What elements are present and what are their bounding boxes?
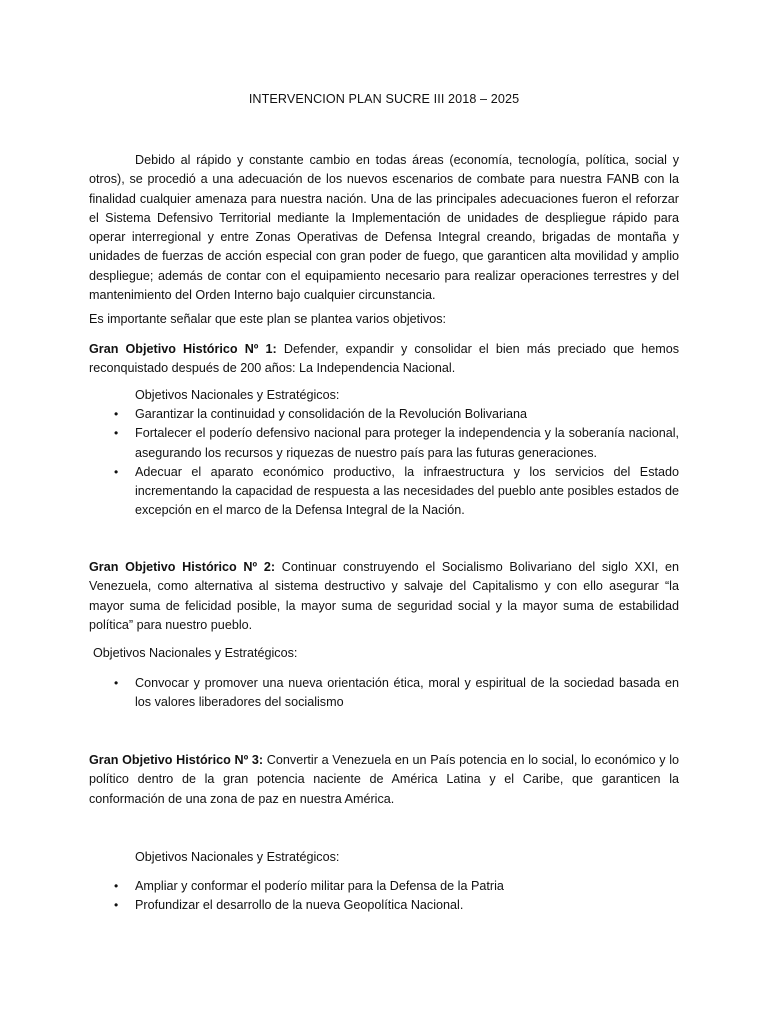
goal-2-bullet-list xyxy=(89,674,679,713)
list-item: • Fortalecer el poderío defensivo nacional para proteger la independencia y la soberanía nacional, asegurando los recursos y riquezas de nuestro país para las futuras generaciones. xyxy=(114,426,679,460)
bullet-icon: • xyxy=(114,464,119,479)
intro-paragraph: Debido al rápido y constante cambio en todas áreas (economía, tecnología, política, social y otros), se procedió a una adecuación de los nuevos escenarios de combate para nuestra FANB con la finalidad cualquier amenaza para nuestra nación. Una de las principales adecuaciones fueron el reforzar el Sistema Defensivo Territorial mediante la Implementación de unidades de despliegue rápido para operar interregional y entre Zonas Operativas de Defensa Integral creando, brigadas de montaña y unidades de fuerzas de acción especial con gran poder de fuego, que garanticen alta movilidad y amplio despliegue; además de contar con el equipamiento necesario para realizar operaciones terrestres y del mantenimiento del Orden Interno bajo cualquier circunstancia. xyxy=(89,153,679,303)
goal-3-subheading: Objetivos Nacionales y Estratégicos: xyxy=(135,850,340,864)
goal-3-text: Convertir a Venezuela en un País potencia en lo social, lo económico y lo político dentro de la gran potencia naciente de América Latina y el Caribe, que garanticen la conformación de una zona de paz en nuestra América. xyxy=(89,753,680,806)
bullet-icon: • xyxy=(114,407,119,421)
goal-2-text: Continuar construyendo el Socialismo Bolivariano del siglo XXI, en Venezuela, como alternativa al sistema destructivo y salvaje del Capitalismo y con ello asegurar “la mayor suma de felicidad posible, la mayor suma de seguridad social y la mayor suma de estabilidad política” para nuestro pueblo. xyxy=(89,560,680,632)
document-title: INTERVENCION PLAN SUCRE III 2018 – 2025 xyxy=(248,92,520,106)
goal-1-label: Gran Objetivo Histórico Nº 1: xyxy=(89,342,277,356)
goal-3-label: Gran Objetivo Histórico Nº 3: xyxy=(89,753,264,767)
goal-1-subheading: Objetivos Nacionales y Estratégicos: xyxy=(135,388,340,402)
goal-2-paragraph xyxy=(89,558,679,635)
list-item: • Garantizar la continuidad y consolidación de la Revolución Bolivariana xyxy=(89,405,679,424)
list-item: • Profundizar el desarrollo de la nueva Geopolítica Nacional. xyxy=(89,896,679,915)
goal-2-subheading: Objetivos Nacionales y Estratégicos: xyxy=(93,646,298,660)
list-item: • Ampliar y conformar el poderío militar para la Defensa de la Patria xyxy=(89,877,679,896)
goal-3-bullet-list xyxy=(89,877,679,916)
goal-3-paragraph xyxy=(89,751,679,809)
goal-1-text: Defender, expandir y consolidar el bien más preciado que hemos reconquistado después de 200 años: La Independencia Nacional. xyxy=(89,342,680,376)
goal-2-label: Gran Objetivo Histórico Nº 2: xyxy=(89,560,276,574)
bullet-icon: • xyxy=(114,676,119,690)
goal-1-bullet-list xyxy=(89,405,679,521)
bullet-icon: • xyxy=(114,879,119,893)
bullet-icon: • xyxy=(114,426,119,441)
goal-1-paragraph xyxy=(89,340,679,379)
bullet-icon: • xyxy=(114,898,119,913)
list-item: • Adecuar el aparato económico productivo, la infraestructura y los servicios del Estado incrementando la capacidad de respuesta a las necesidades del pueblo ante posibles estados de excepción en el marco de la Defensa Integral de la Nación. xyxy=(114,464,679,518)
objectives-intro: Es importante señalar que este plan se plantea varios objetivos: xyxy=(89,312,447,326)
list-item: • Convocar y promover una nueva orientación ética, moral y espiritual de la sociedad basada en los valores liberadores del socialismo xyxy=(114,676,679,710)
